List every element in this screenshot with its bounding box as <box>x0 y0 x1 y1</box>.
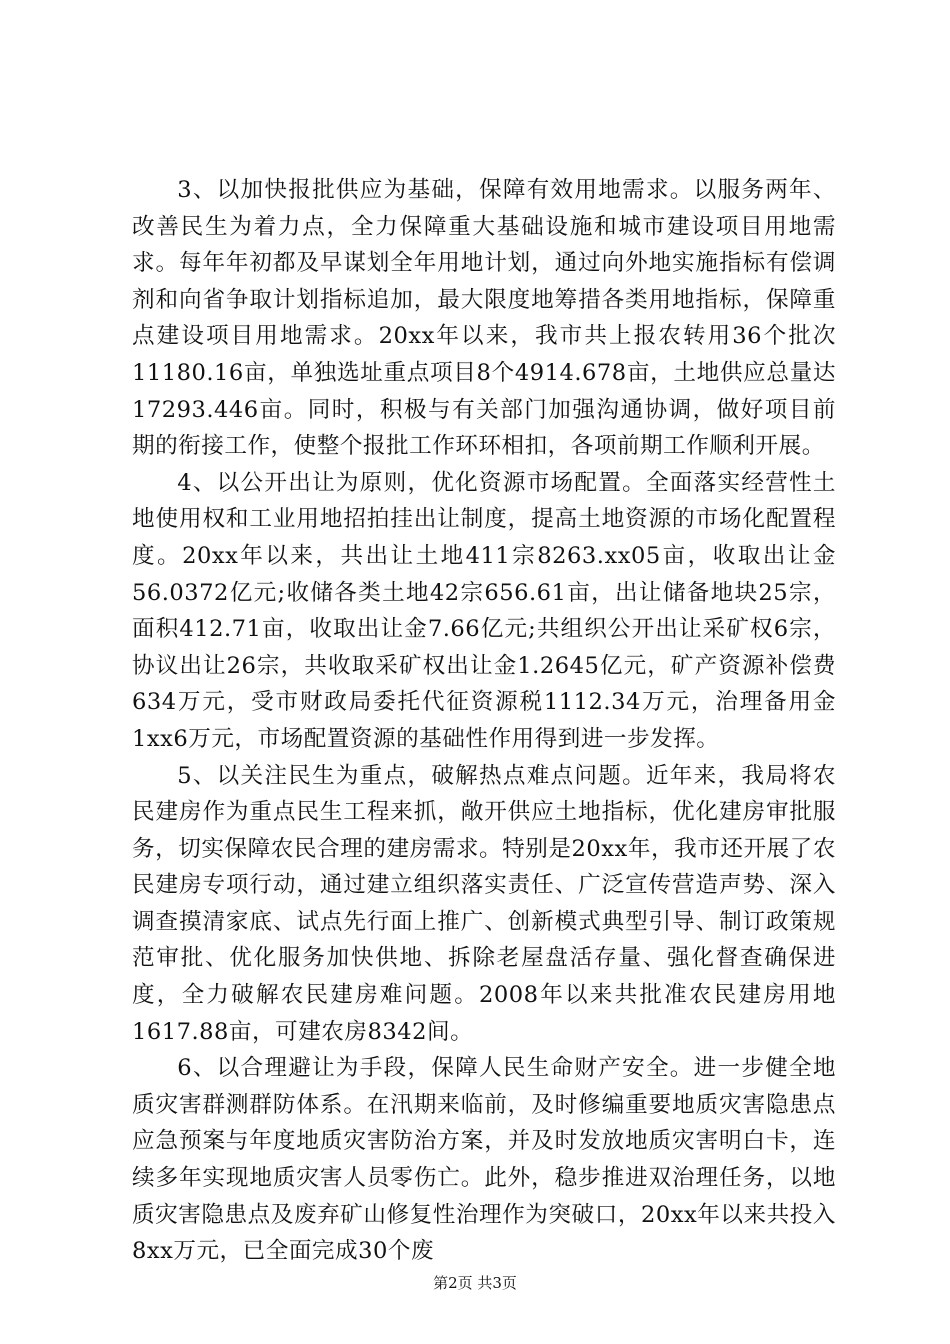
paragraph-farmer-housing: 5、以关注民生为重点，破解热点难点问题。近年来，我局将农民建房作为重点民生工程来抓，敞开供应土地指标，优化建房审批服务，切实保障农民合理的建房需求。特别是20xx年，我市还开展了农民建房专项行动，通过建立组织落实责任、广泛宣传营造声势、深入调查摸清家底、试点先行面上推广、创新模式典型引导、制订政策规范审批、优化服务加快供地、拆除老屋盘活存量、强化督查确保进度，全力破解农民建房难问题。2008年以来共批准农民建房用地1617.88亩，可建农房8342间。 <box>132 762 836 1045</box>
paragraph-land-approval: 3、以加快报批供应为基础，保障有效用地需求。以服务两年、改善民生为着力点，全力保障重大基础设施和城市建设项目用地需求。每年年初都及早谋划全年用地计划，通过向外地实施指标有偿调剂和向省争取计划指标追加，最大限度地筹措各类用地指标，保障重点建设项目用地需求。20xx年以来，我市共上报农转用36个批次11180.16亩，单独选址重点项目8个4914.678亩，土地供应总量达17293.446亩。同时，积极与有关部门加强沟通协调，做好项目前期的衔接工作，使整个报批工作环环相扣，各项前期工作顺利开展。 <box>132 177 836 460</box>
paragraph-geological-hazard: 6、以合理避让为手段，保障人民生命财产安全。进一步健全地质灾害群测群防体系。在汛期来临前，及时修编重要地质灾害隐患点应急预案与年度地质灾害防治方案，并及时发放地质灾害明白卡，连续多年实现地质灾害人员零伤亡。此外，稳步推进双治理任务，以地质灾害隐患点及废弃矿山修复性治理作为突破口，20xx年以来共投入8xx万元，已全面完成30个废 <box>132 1055 836 1265</box>
page-number-footer: 第2页 共3页 <box>433 1274 517 1292</box>
paragraph-land-transfer: 4、以公开出让为原则，优化资源市场配置。全面落实经营性土地使用权和工业用地招拍挂出让制度，提高土地资源的市场化配置程度。20xx年以来，共出让土地411宗8263.xx05亩，收取出让金56.0372亿元;收储各类土地42宗656.61亩，出让储备地块25宗，面积412.71亩，收取出让金7.66亿元;共组织公开出让采矿权6宗，协议出让26宗，共收取采矿权出让金1.2645亿元，矿产资源补偿费634万元，受市财政局委托代征资源税1112.34万元，治理备用金1xx6万元，市场配置资源的基础性作用得到进一步发挥。 <box>132 469 836 752</box>
document-body <box>132 172 836 1270</box>
